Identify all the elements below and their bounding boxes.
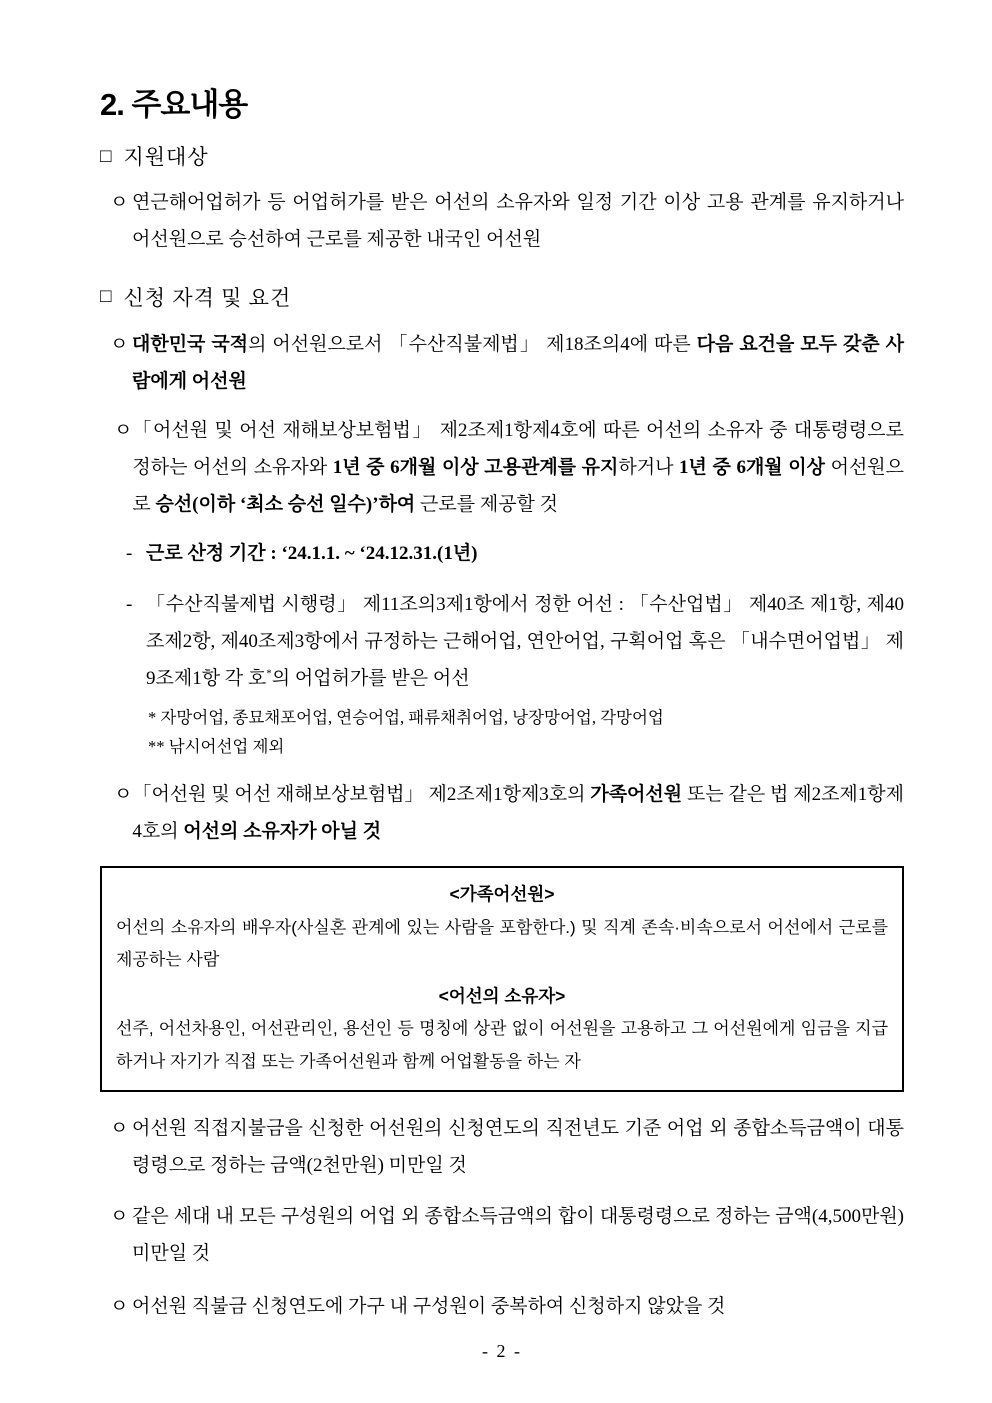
circle-bullet-icon: ㅇ	[110, 191, 129, 213]
box-body-vessel-owner: 선주, 어선차용인, 어선관리인, 용선인 등 명칭에 상관 없이 어선원을 고용하고 그 어선원에게 임금을 지급하거나 자기가 직접 또는 가족어선원과 함께 어업활동을 하는 자	[116, 1019, 888, 1071]
circle-bullet-icon: ㅇ	[110, 333, 129, 355]
footnote-exclusion: ** 낚시어선업 제외	[148, 736, 285, 756]
bullet-text: 어선원 직불금 신청연도에 가구 내 구성원이 중복하여 신청하지 않았을 것	[132, 1296, 726, 1318]
bullet-item-employment-requirement	[100, 412, 904, 523]
circle-bullet-icon: ㅇ	[110, 1117, 129, 1139]
section-title: 지원대상	[123, 145, 209, 170]
bullet-text: 같은 세대 내 모든 구성원의 어업 외 종합소득금액의 합이 대통령령으로 정하는 금액(4,500만원) 미만일 것	[132, 1206, 904, 1265]
box-title-vessel-owner: <어선의 소유자>	[438, 986, 566, 1007]
bullet-item-eligible-persons	[100, 184, 904, 258]
bullet-item-nationality-requirement	[100, 326, 904, 400]
bullet-item-income-limit-individual	[100, 1110, 904, 1184]
bullet-text: 어선원 직접지불금을 신청한 어선원의 신청연도의 직전년도 기준 어업 외 종합소득금액이 대통령령으로 정하는 금액(2천만원) 미만일 것	[132, 1117, 904, 1176]
footnote-fishery-types: * 자망어업, 종묘채포어업, 연승어업, 패류채취어업, 낭장망어업, 각망어업	[148, 708, 664, 728]
circle-bullet-icon: ㅇ	[114, 420, 133, 442]
dash-bullet-icon: -	[126, 543, 133, 565]
bullet-text: 연근해어업허가 등 어업허가를 받은 어선의 소유자와 일정 기간 이상 고용 관계를 유지하거나 어선원으로 승선하여 근로를 제공한 내국인 어선원	[132, 191, 904, 250]
dash-text: 「수산직불제법 시행령」 제11조의3제1항에서 정한 어선 : 「수산업법」 제40조 제1항, 제40조제2항, 제40조제3항에서 규정하는 근해어업, 연안어업, 구획어업 혹은 「내수면어업법」 제9조제1항 각 호*의 어업허가를 받은 어선	[146, 594, 904, 690]
bullet-text: 「어선원 및 어선 재해보상보험법」 제2조제1항제3호의 가족어선원 또는 같은 법 제2조제1항제4호의 어선의 소유자가 아닐 것	[132, 784, 904, 843]
dash-item-work-calculation-period	[124, 535, 904, 572]
box-title-family-crew: <가족어선원>	[449, 884, 555, 905]
bullet-item-not-family-crew	[100, 776, 904, 850]
dash-text: 근로 산정 기간 : ‘24.1.1. ~ ‘24.12.31.(1년)	[146, 543, 478, 565]
footnote-marker: *	[266, 668, 272, 681]
dash-bullet-icon: -	[126, 594, 133, 616]
bullet-item-income-limit-household	[100, 1198, 904, 1272]
bullet-item-no-duplicate-application	[100, 1288, 904, 1325]
square-bullet-icon: □	[100, 145, 113, 167]
bullet-text: 「어선원 및 어선 재해보상보험법」 제2조제1항제4호에 따른 어선의 소유자 중 대통령령으로 정하는 어선의 소유자와 1년 중 6개월 이상 고용관계를 유지하거나 1년 중 6개월 이상 어선원으로 승선(이하 ‘최소 승선 일수)’하여 근로를 제공할 것	[132, 420, 905, 516]
definition-box	[100, 866, 904, 1092]
section-title: 신청 자격 및 요건	[123, 285, 292, 310]
circle-bullet-icon: ㅇ	[110, 1296, 129, 1318]
section-header-application-requirements	[100, 284, 904, 312]
circle-bullet-icon: ㅇ	[114, 784, 133, 806]
square-bullet-icon: □	[100, 286, 113, 308]
section-header-support-target	[100, 143, 904, 171]
dash-item-eligible-vessels	[124, 586, 904, 697]
circle-bullet-icon: ㅇ	[110, 1206, 129, 1228]
bullet-text: 대한민국 국적의 어선원으로서 「수산직불제법」 제18조의4에 따른 다음 요건을 모두 갖춘 사람에게 어선원	[132, 333, 904, 393]
page-number: - 2 -	[482, 1341, 522, 1362]
box-body-family-crew: 어선의 소유자의 배우자(사실혼 관계에 있는 사람을 포함한다.) 및 직계 존속·비속으로서 어선에서 근로를 제공하는 사람	[116, 917, 888, 969]
page-title: 2. 주요내용	[100, 87, 248, 122]
